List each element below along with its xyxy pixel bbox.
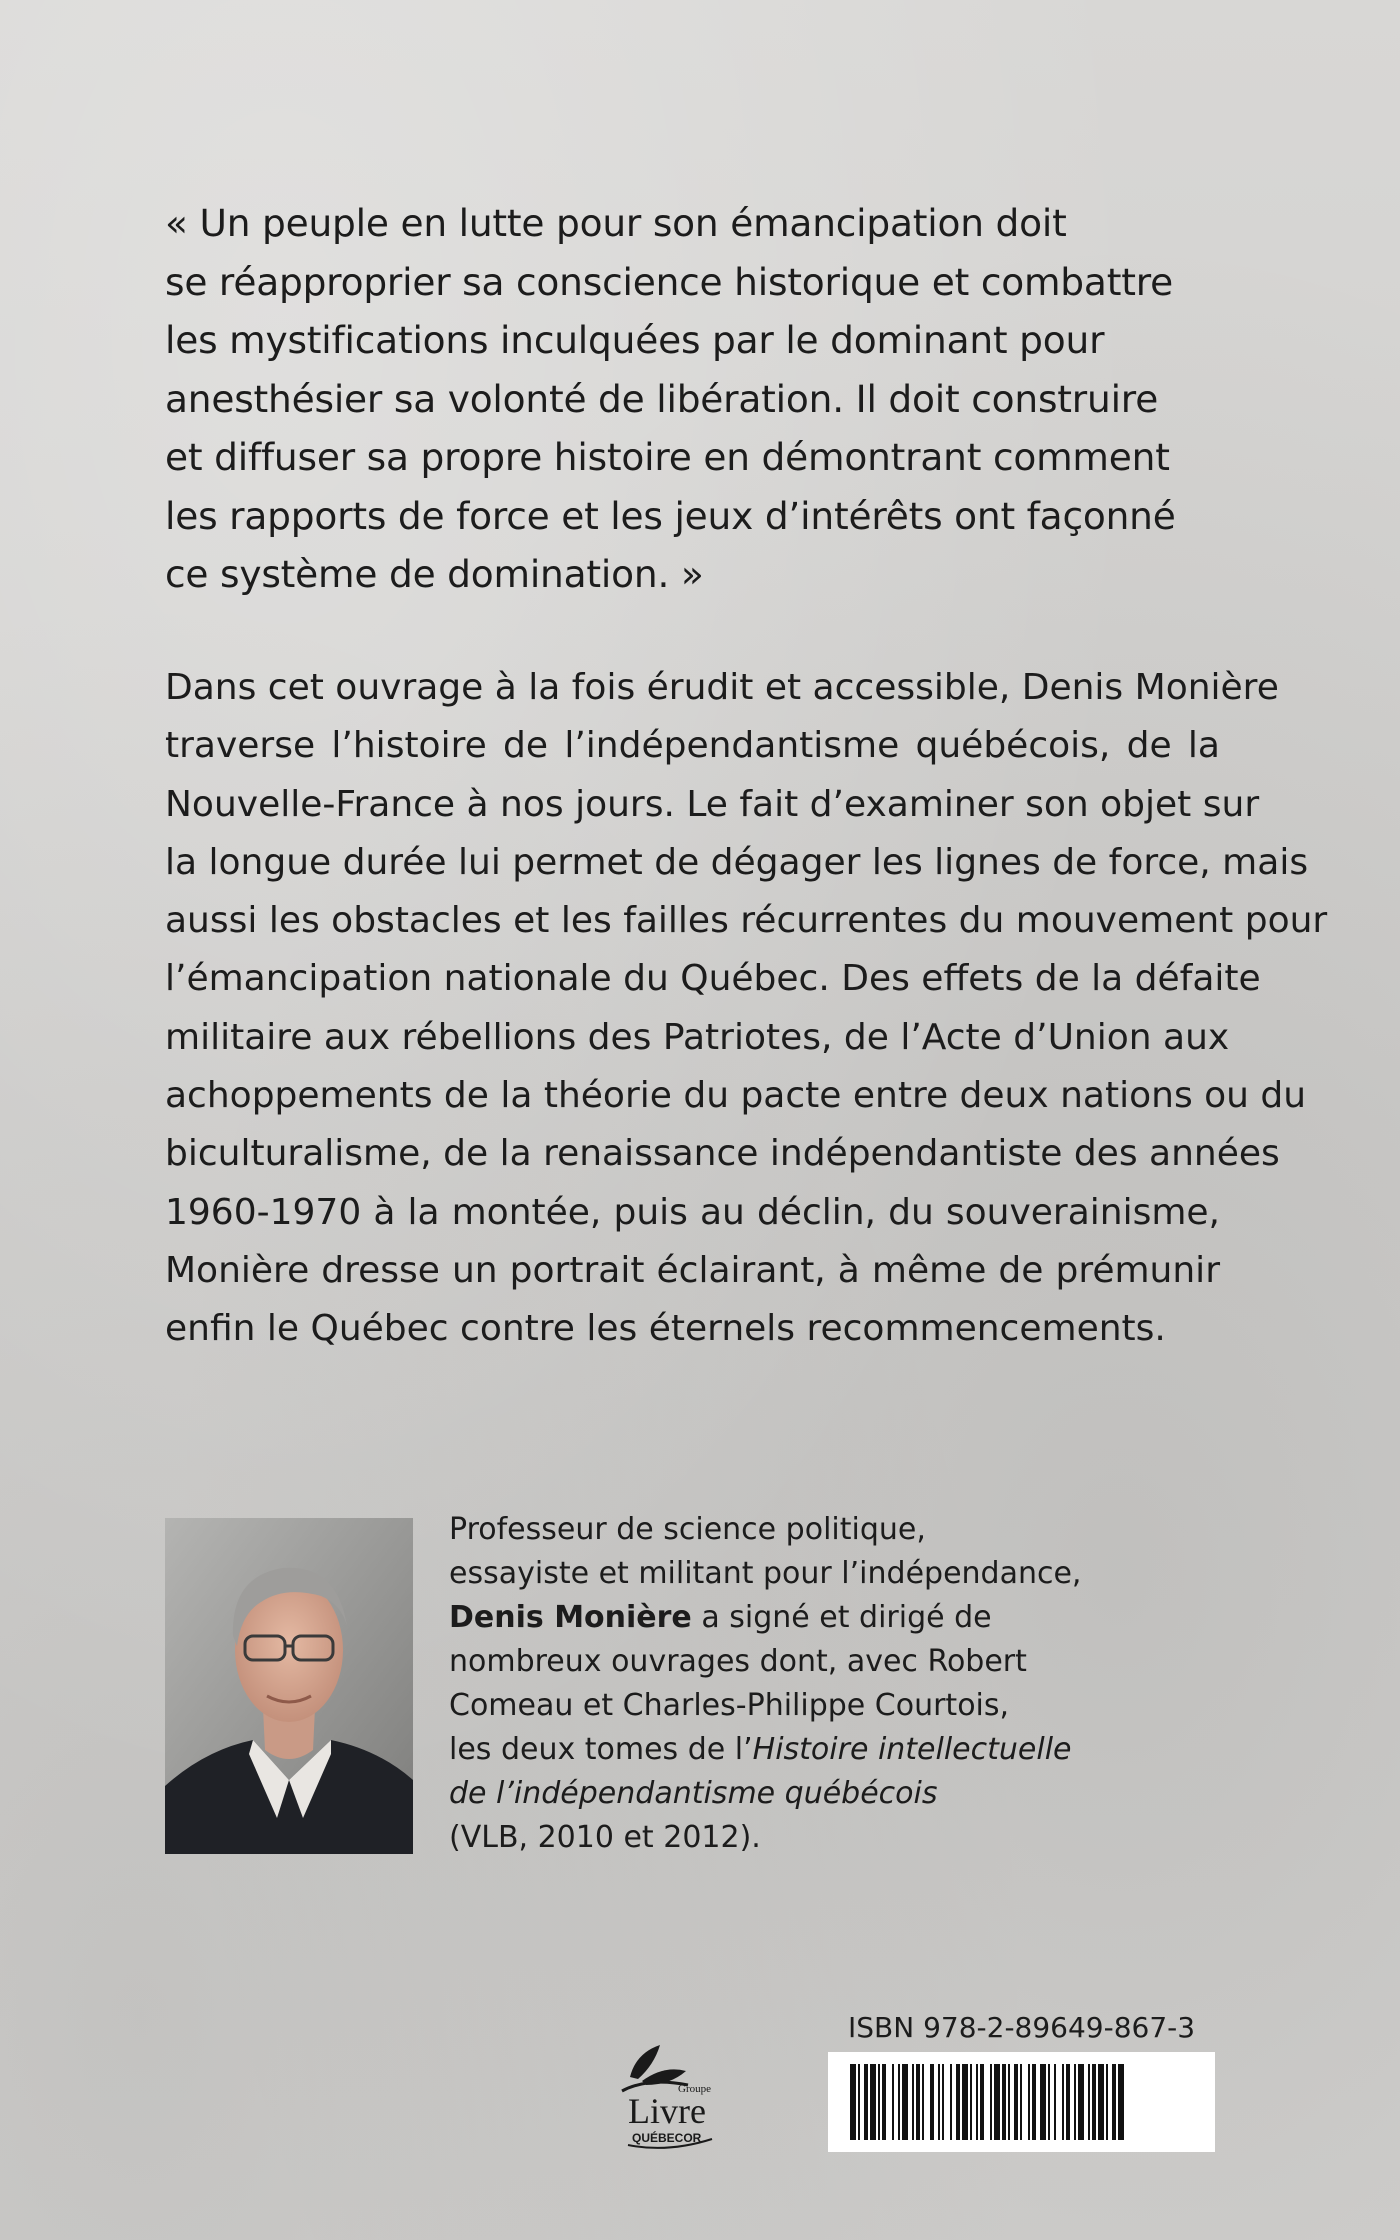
barcode-bar	[1098, 2064, 1104, 2140]
description-line: Nouvelle-France à nos jours. Le fait d’examiner son objet sur	[165, 783, 1260, 825]
bio-line: Professeur de science politique,	[449, 1512, 926, 1547]
barcode-bar	[882, 2064, 886, 2140]
description-line: l’émancipation nationale du Québec. Des effets de la défaite	[165, 958, 1261, 1000]
barcode-bar	[1014, 2064, 1018, 2140]
description-line: achoppements de la théorie du pacte entre deux nations ou du	[165, 1075, 1307, 1117]
bio-text: a signé et dirigé de	[691, 1600, 992, 1635]
barcode-bar	[956, 2064, 960, 2140]
description-line: Monière dresse un portrait éclairant, à même de prémunir	[165, 1249, 1220, 1291]
barcode-icon	[850, 2064, 1193, 2140]
barcode-bar	[1118, 2064, 1124, 2140]
bio-line	[449, 1728, 1072, 1772]
barcode	[828, 2052, 1215, 2152]
barcode-bar	[1088, 2064, 1090, 2140]
barcode-bar	[1112, 2064, 1116, 2140]
barcode-bar	[858, 2064, 860, 2140]
barcode-bar	[1092, 2064, 1096, 2140]
barcode-bar	[1062, 2064, 1064, 2140]
barcode-bar	[1078, 2064, 1084, 2140]
barcode-bar	[1008, 2064, 1010, 2140]
description-line: Dans cet ouvrage à la fois érudit et accessible, Denis Monière	[165, 667, 1279, 708]
barcode-bar	[980, 2064, 984, 2140]
bio-text: les deux tomes de l’	[449, 1732, 753, 1767]
barcode-bar	[1002, 2064, 1006, 2140]
description-line: 1960-1970 à la montée, puis au déclin, du souverainisme,	[165, 1191, 1220, 1233]
book-title-italic: Histoire intellectuelle	[752, 1732, 1072, 1767]
barcode-bar	[1020, 2064, 1022, 2140]
description-line: enfin le Québec contre les éternels recommencements.	[165, 1308, 1166, 1350]
barcode-bar	[1040, 2064, 1046, 2140]
barcode-bar	[938, 2064, 940, 2140]
quote-line: anesthésier sa volonté de libération. Il doit construire	[165, 376, 1159, 421]
barcode-bar	[970, 2064, 972, 2140]
quote-line: ce système de domination. »	[165, 552, 704, 596]
bio-line	[449, 1596, 1069, 1640]
barcode-bar	[1066, 2064, 1070, 2140]
barcode-bar	[1054, 2064, 1056, 2140]
barcode-bar	[1048, 2064, 1050, 2140]
bio-line	[449, 1772, 1069, 1816]
book-description	[165, 659, 1328, 1359]
description-line: traverse l’histoire de l’indépendantisme québécois, de la	[165, 725, 1220, 767]
barcode-bar	[1106, 2064, 1108, 2140]
logo-main-text: Livre	[628, 2091, 706, 2131]
logo-small-text: Groupe	[678, 2083, 711, 2095]
barcode-bar	[962, 2064, 968, 2140]
barcode-bar	[850, 2064, 856, 2140]
author-name: Denis Monière	[449, 1600, 692, 1635]
barcode-bar	[1032, 2064, 1036, 2140]
author-photo	[165, 1518, 413, 1854]
quote-line: les rapports de force et les jeux d’intérêts ont façonné	[165, 493, 1176, 538]
bio-line: Comeau et Charles-Philippe Courtois,	[449, 1688, 1010, 1723]
barcode-bar	[898, 2064, 900, 2140]
barcode-bar	[864, 2064, 868, 2140]
quote-line: les mystifications inculquées par le dominant pour	[165, 318, 1105, 362]
description-line: aussi les obstacles et les failles récurrentes du mouvement pour	[165, 900, 1328, 942]
author-bio	[449, 1508, 1082, 1860]
author-portrait-icon	[165, 1518, 413, 1854]
barcode-bar	[922, 2064, 924, 2140]
barcode-bar	[950, 2064, 952, 2140]
barcode-bar	[930, 2064, 934, 2140]
barcode-bar	[916, 2064, 920, 2140]
quote-line: et diffuser sa propre histoire en démontrant comment	[165, 435, 1170, 479]
bio-line: (VLB, 2010 et 2012).	[449, 1820, 761, 1855]
barcode-bar	[912, 2064, 914, 2140]
barcode-bar	[994, 2064, 1000, 2140]
leaf-logo-icon	[608, 2035, 738, 2155]
isbn-number: ISBN 978-2-89649-867-3	[848, 2011, 1196, 2044]
quote-line: se réapproprier sa conscience historique et combattre	[165, 259, 1173, 304]
barcode-bar	[976, 2064, 978, 2140]
barcode-bar	[878, 2064, 880, 2140]
back-cover-quote	[165, 194, 1245, 604]
description-line: militaire aux rébellions des Patriotes, de l’Acte d’Union aux	[165, 1016, 1230, 1058]
barcode-bar	[942, 2064, 944, 2140]
book-title-italic: de l’indépendantisme québécois	[449, 1776, 938, 1811]
barcode-bar	[1074, 2064, 1076, 2140]
barcode-bar	[1028, 2064, 1030, 2140]
barcode-bar	[990, 2064, 992, 2140]
description-line: biculturalisme, de la renaissance indépendantiste des années	[165, 1133, 1280, 1175]
logo-sub-text: QUÉBECOR	[632, 2131, 702, 2145]
publisher-logo	[608, 2035, 738, 2155]
bio-line: essayiste et militant pour l’indépendance,	[449, 1556, 1082, 1591]
description-line: la longue durée lui permet de dégager les lignes de force, mais	[165, 841, 1309, 883]
barcode-bar	[870, 2064, 876, 2140]
barcode-bar	[892, 2064, 894, 2140]
bio-line: nombreux ouvrages dont, avec Robert	[449, 1644, 1027, 1679]
barcode-bar	[902, 2064, 908, 2140]
quote-line: « Un peuple en lutte pour son émancipation doit	[165, 201, 1067, 245]
